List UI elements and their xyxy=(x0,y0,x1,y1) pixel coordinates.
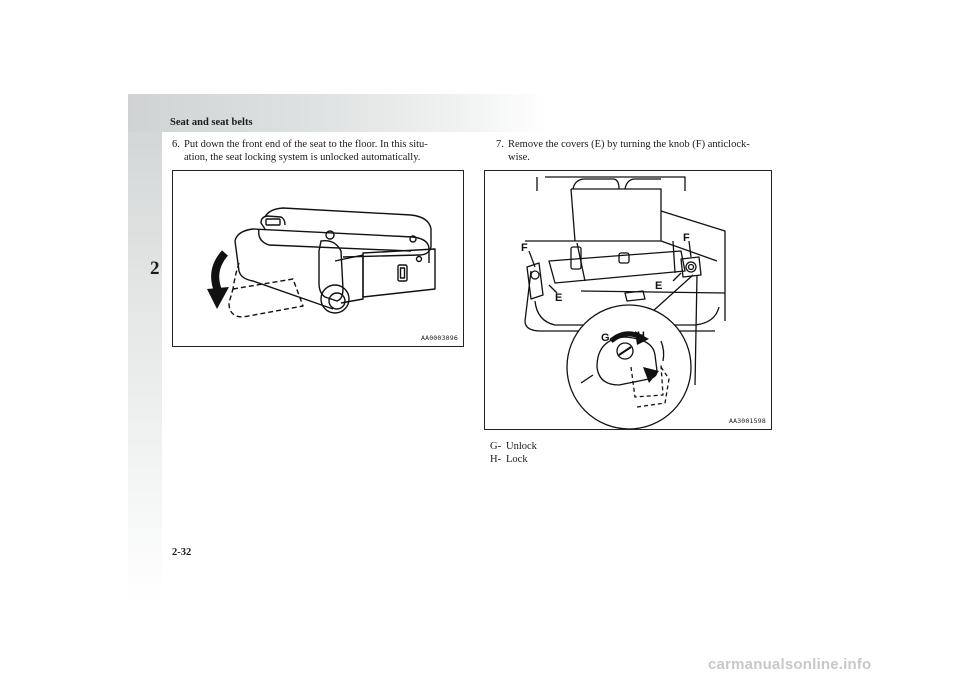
legend-value: Lock xyxy=(506,454,528,465)
step-text-line: Remove the covers (E) by turning the knob (F) anticlock- xyxy=(508,139,750,150)
step-text-line: Put down the front end of the seat to the floor. In this situ- xyxy=(184,139,428,150)
legend-key: H- xyxy=(490,454,502,465)
label-h: H xyxy=(637,330,645,342)
figure-code: AA3001598 xyxy=(728,417,766,425)
seat-folding-illustration xyxy=(173,171,463,346)
step-number: 7. xyxy=(496,139,504,150)
label-g: G xyxy=(601,332,610,344)
step-text-line: wise. xyxy=(508,152,530,163)
page-number: 2-32 xyxy=(172,547,192,558)
label-e-right: E xyxy=(655,280,663,292)
legend-value: Unlock xyxy=(506,441,537,452)
legend-item xyxy=(490,453,537,466)
legend-key: G- xyxy=(490,441,502,452)
label-f-left: F xyxy=(521,242,528,254)
step-text xyxy=(184,138,428,164)
figure-code: AA0003096 xyxy=(420,334,458,342)
label-e-left: E xyxy=(555,292,563,304)
step-text xyxy=(508,138,750,164)
chapter-number: 2 xyxy=(150,258,160,279)
chapter-side-band xyxy=(128,132,162,602)
seat-folding-figure xyxy=(172,170,464,347)
step-text-line: ation, the seat locking system is unlocked automatically. xyxy=(184,152,421,163)
legend xyxy=(490,440,537,466)
label-f-right: F xyxy=(683,232,690,244)
watermark-text: carmanualsonline.info xyxy=(708,656,872,673)
legend-item xyxy=(490,440,537,453)
section-title: Seat and seat belts xyxy=(170,117,253,128)
cover-knob-illustration xyxy=(485,171,771,429)
cover-knob-figure xyxy=(484,170,772,430)
step-number: 6. xyxy=(172,139,180,150)
